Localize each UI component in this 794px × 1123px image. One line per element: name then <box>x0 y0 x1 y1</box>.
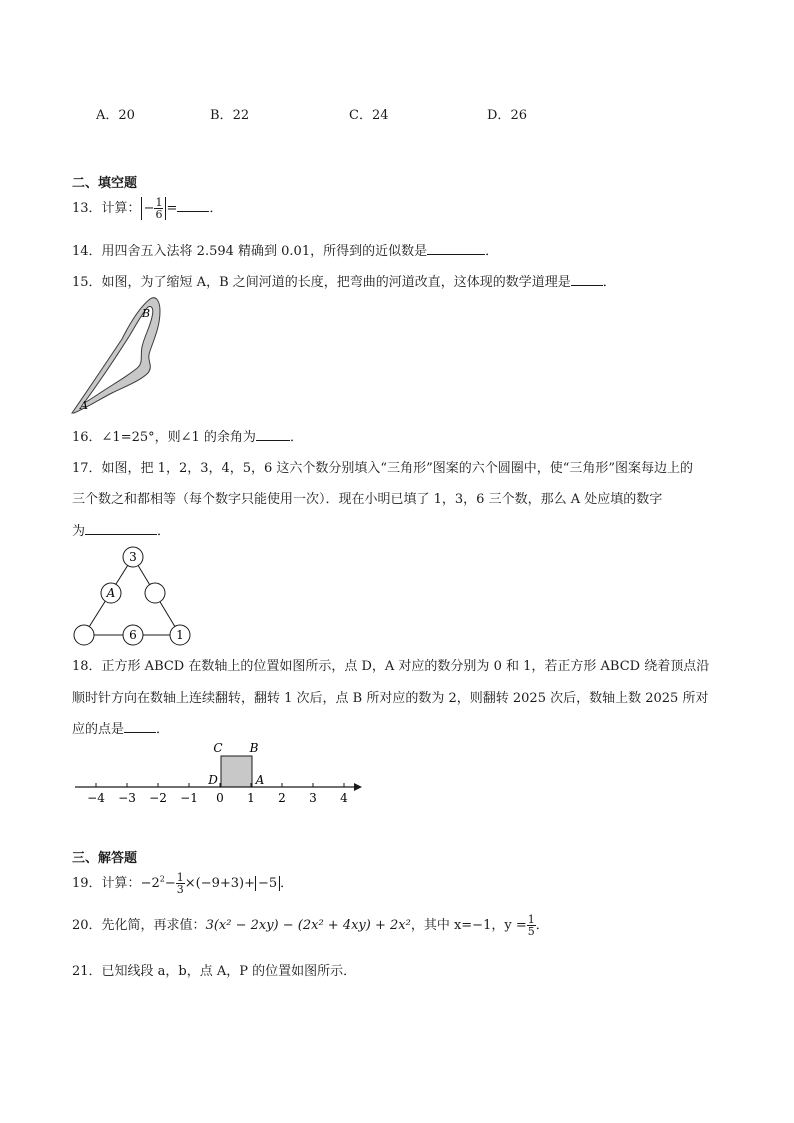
q13-minus: − <box>143 201 155 216</box>
q15-answer-blank <box>571 273 603 286</box>
circle-top-value: 3 <box>129 550 137 564</box>
q19-minus: − <box>164 876 176 891</box>
q19-middle: ×(−9+3)+ <box>184 876 255 891</box>
option-b-value: 22 <box>232 108 250 123</box>
q20-number: 20． <box>72 918 102 933</box>
vertex-label-c: C <box>213 741 223 755</box>
question-15 <box>72 271 616 290</box>
circle-left-mid-value: A <box>106 586 116 600</box>
q16-answer-blank <box>256 428 290 441</box>
vertex-label-d: D <box>208 773 218 787</box>
option-a-letter: A． <box>96 108 119 123</box>
q17-answer-blank <box>85 522 157 535</box>
q15-end: ． <box>602 275 616 290</box>
question-14 <box>72 240 498 259</box>
q20-fraction <box>527 914 536 937</box>
option-a-value: 20 <box>118 108 135 123</box>
option-d-letter: D． <box>487 108 511 123</box>
q13-number: 13． <box>72 201 102 216</box>
circle-right-mid <box>145 583 165 603</box>
circle-bottom-left <box>74 625 94 645</box>
q13-abs-value <box>141 197 167 220</box>
vertex-label-a: A <box>255 773 265 787</box>
q19-term-1: −2 <box>140 876 160 891</box>
option-d <box>487 104 527 123</box>
question-18-line-1: 18．正方形 ABCD 在数轴上的位置如图所示，点 D，A 对应的数分别为 0 和 1，若正方形 ABCD 绕着顶点沿 <box>72 659 710 674</box>
q13-frac-num: 1 <box>155 196 163 209</box>
number-line-tick-label: 1 <box>247 791 255 805</box>
q13-fraction <box>154 197 163 220</box>
q19-abs-value: −5 <box>255 876 280 891</box>
q17-line-3-text: 为 <box>72 524 86 539</box>
q15-text: 15．如图，为了缩短 A，B 之间河道的长度，把弯曲的河道改直，这体现的数学道理是 <box>72 275 571 290</box>
vertex-label-b: B <box>249 741 259 755</box>
q14-answer-blank <box>427 242 485 255</box>
q13-end: ． <box>209 201 223 216</box>
section-title-fill-in: 二、填空题 <box>72 176 138 191</box>
question-19 <box>72 872 293 895</box>
option-b-letter: B． <box>210 108 233 123</box>
number-line-tick-label: −2 <box>149 791 167 805</box>
question-18-line-3 <box>72 718 169 737</box>
circle-bottom-mid-value: 6 <box>129 628 137 642</box>
number-line-tick-label: −4 <box>87 791 105 805</box>
number-line-figure <box>70 738 370 808</box>
q19-number: 19． <box>72 876 102 891</box>
question-13 <box>72 197 222 220</box>
q19-prefix: 计算： <box>101 876 141 891</box>
question-17-line-1: 17．如图，把 1，2，3，4，5，6 这六个数分别填入“三角形”图案的六个圆圈中，使“三角形”图案每边上的 <box>72 461 694 476</box>
circle-bottom-right-value: 1 <box>176 628 184 642</box>
q17-end: ． <box>157 524 171 539</box>
number-line-tick-label: 0 <box>216 791 224 805</box>
number-line-arrow <box>354 783 362 791</box>
q19-frac-den: 3 <box>176 883 184 896</box>
number-line-tick-label: −1 <box>180 791 198 805</box>
question-17-line-3 <box>72 520 170 539</box>
option-c-letter: C． <box>349 108 372 123</box>
q16-end: ． <box>289 430 303 445</box>
question-17-line-2: 三个数之和都相等（每个数字只能使用一次）．现在小明已填了 1，3，6 三个数，那么 A 处应填的数字 <box>72 492 663 507</box>
q16-text: 16．∠1=25°，则∠1 的余角为 <box>72 430 256 445</box>
q20-condition: ，其中 x=−1，y = <box>410 918 527 933</box>
q13-frac-den: 6 <box>155 208 163 221</box>
option-b <box>210 104 249 123</box>
q18-end: ． <box>156 722 170 737</box>
section-title-solutions: 三、解答题 <box>72 851 138 866</box>
q19-frac-num: 1 <box>176 871 184 884</box>
square-abcd <box>221 756 252 787</box>
q20-expression: 3(x² − 2xy) − (2x² + 4xy) + 2x² <box>205 918 411 933</box>
q14-text: 14．用四舍五入法将 2.594 精确到 0.01，所得到的近似数是 <box>72 244 428 259</box>
number-line-tick-label: 3 <box>309 791 317 805</box>
q18-answer-blank <box>124 720 156 733</box>
number-line-tick-label: 2 <box>278 791 286 805</box>
q19-end: ． <box>280 876 294 891</box>
q13-equals: = <box>166 201 178 216</box>
question-21: 21．已知线段 a，b，点 A，P 的位置如图所示． <box>72 964 357 979</box>
number-line-tick-label: −3 <box>118 791 136 805</box>
question-20 <box>72 914 549 937</box>
question-16 <box>72 426 303 445</box>
question-18-line-2: 顺时针方向在数轴上连续翻转，翻转 1 次后，点 B 所对应的数为 2，则翻转 2025 次后，数轴上数 2025 所对 <box>72 691 709 706</box>
q13-answer-blank <box>177 199 209 212</box>
option-c <box>349 104 389 123</box>
q20-prefix: 先化简，再求值： <box>101 918 206 933</box>
river-label-b: B <box>142 307 151 320</box>
q19-fraction <box>176 872 185 895</box>
q14-end: ． <box>485 244 499 259</box>
q20-frac-den: 5 <box>527 925 535 938</box>
triangle-figure <box>68 543 196 648</box>
q13-prefix: 计算： <box>101 201 141 216</box>
q20-end: ． <box>535 918 549 933</box>
q20-frac-num: 1 <box>527 913 535 926</box>
river-figure <box>70 295 170 415</box>
option-c-value: 24 <box>371 108 389 123</box>
q18-line-3-text: 应的点是 <box>72 722 125 737</box>
river-label-a: A <box>80 399 88 412</box>
option-d-value: 26 <box>510 108 527 123</box>
q19-exponent: 2 <box>159 874 165 884</box>
option-a <box>96 104 135 123</box>
number-line-tick-label: 4 <box>340 791 348 805</box>
